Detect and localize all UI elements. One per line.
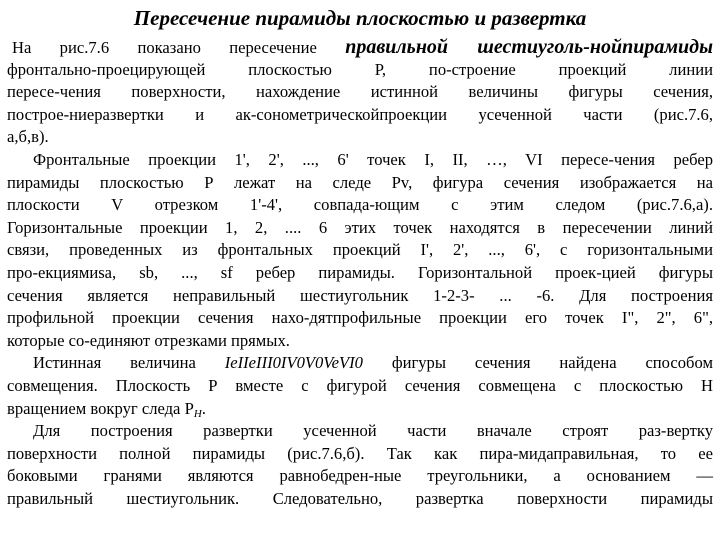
paragraph-3-text-start: Истинная величина (33, 353, 225, 373)
paragraph-4-line-3: боковыми гранями являются равнобедрен-ные треугольники, а основанием — (7, 466, 713, 486)
paragraph-3-text-end: фигуры сечения найдена способом (362, 353, 713, 373)
paragraph-1-line-5: а,б,в). (7, 127, 49, 147)
paragraph-1-line-4: построе-ниеразвертки и ак-сонометрическойпроекции усеченной части (рис.7.6, (7, 104, 713, 124)
paragraph-3-line-3 (7, 398, 713, 421)
paragraph-2-line-7: сечения является неправильный шестиугольник 1-2-3- ... -6. Для построения (7, 285, 713, 305)
paragraph-2-line-2: пирамиды плоскостью Р лежат на следе Рv, фигура сечения изображается на (7, 172, 713, 192)
paragraph-2-line-4: Горизонтальные проекции 1, 2, .... 6 этих точек находятся в пересечении линий (7, 217, 713, 237)
trace-subscript: H (193, 407, 202, 420)
emphasized-phrase: правильной шестиуголь-нойпирамиды (345, 36, 713, 58)
paragraph-3-line-2: совмещения. Плоскость Р вместе с фигурой сечения совмещена с плоскостью Н (7, 375, 713, 395)
paragraph-2-line-6: про-екциямиsa, sb, ..., sf ребер пирамиды. Горизонтальной проек-цией фигуры (7, 262, 713, 282)
paragraph-1-text: На рис.7.6 показано пересечение (12, 38, 346, 57)
paragraph-2-line-3: плоскости V отрезком 1'-4', совпада-ющим с этим следом (рис.7.6,а). (7, 195, 713, 215)
paragraph-1-line-3: пересе-чения поверхности, нахождение истинной величины фигуры сечения, (7, 82, 713, 102)
section-figure-formula: IeIIeIII0IV0V0VeVI0 (224, 353, 363, 373)
paragraph-3-text-3: вращением вокруг следа Р (7, 398, 194, 418)
paragraph-4-line-1: Для построения развертки усеченной части вначале строят раз-вертку (33, 421, 713, 441)
page-title: Пересечение пирамиды плоскостью и развертка (133, 6, 587, 30)
paragraph-4-line-2: поверхности полной пирамиды (рис.7.6,б). Так как пира-мидаправильная, то ее (7, 443, 713, 463)
paragraph-3-period: . (201, 398, 206, 418)
paragraph-3-line-1 (7, 352, 713, 375)
body-text (7, 36, 713, 510)
paragraph-2-line-5: связи, проведенных из фронтальных проекций I', 2', ..., 6', с горизонтальными (7, 240, 713, 260)
paragraph-1-line-1 (7, 36, 713, 59)
paragraph-2-line-1: Фронтальные проекции 1', 2', ..., 6' точек I, II, …, VI пересе-чения ребер (33, 149, 713, 169)
paragraph-4-line-4: правильный шестиугольник. Следовательно, развертка поверхности пирамиды (7, 488, 713, 508)
paragraph-1-line-2: фронтально-проецирующей плоскостью Р, по-строение проекций линии (7, 59, 713, 79)
paragraph-2-line-8: профильной проекции сечения нахо-дятпрофильные проекции его точек I", 2", 6", (7, 308, 713, 328)
paragraph-2-line-9: которые со-единяют отрезками прямых. (7, 330, 290, 350)
